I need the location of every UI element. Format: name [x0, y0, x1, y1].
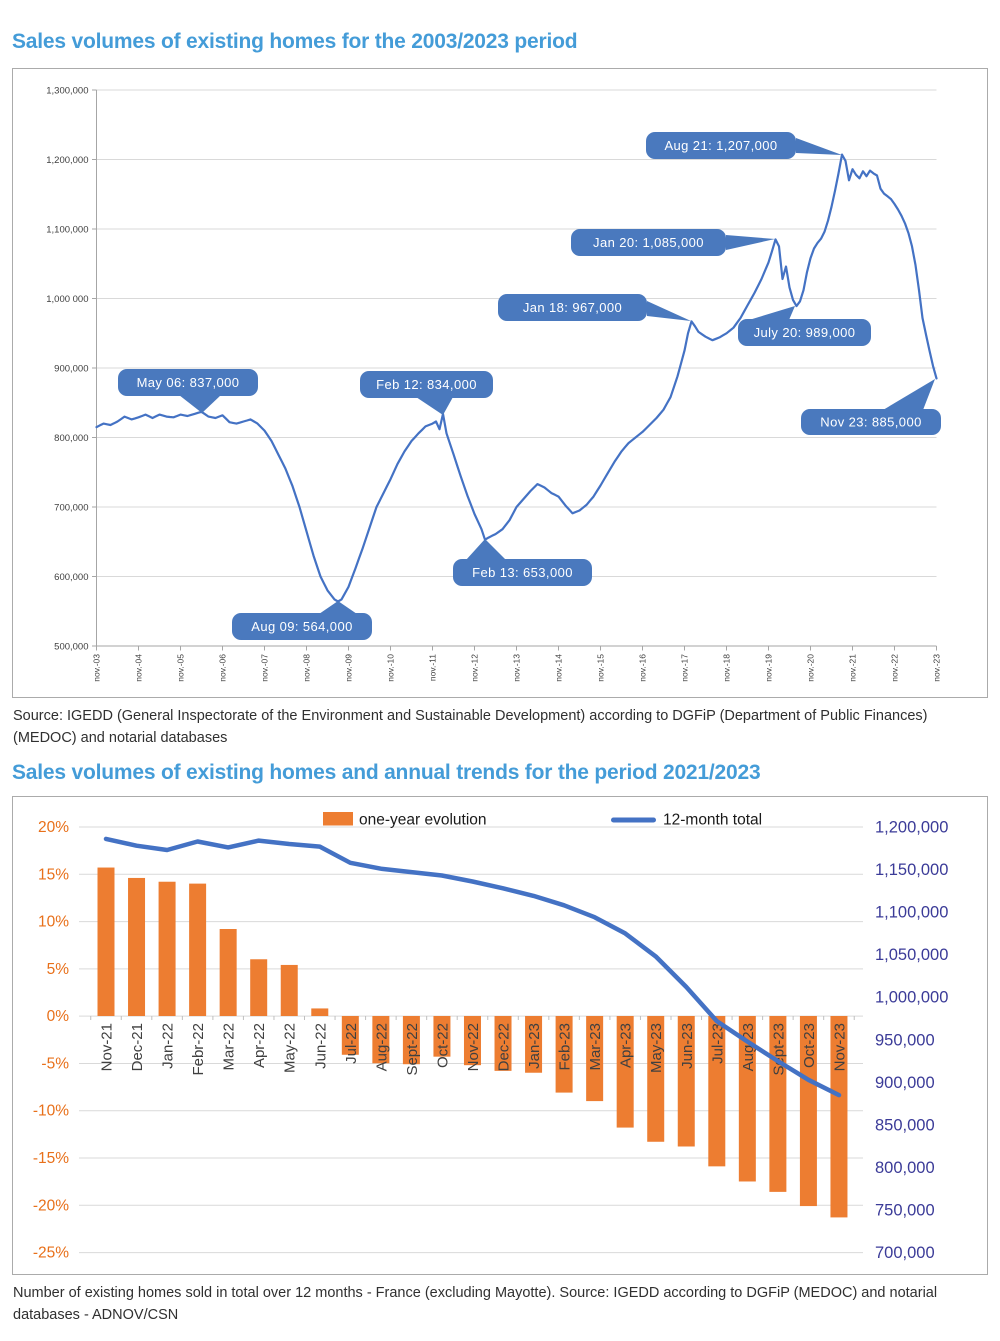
right-axis-label: 1,200,000 — [875, 818, 949, 837]
chart1-title: Sales volumes of existing homes for the 2003/2023 period — [12, 30, 578, 53]
x-axis-label: nov.-15 — [595, 654, 606, 682]
y-axis-label: 1,100,000 — [46, 224, 89, 236]
left-axis-label: -15% — [32, 1150, 69, 1168]
x-axis-label: nov.-10 — [385, 654, 396, 682]
category-label: Oct-23 — [800, 1023, 818, 1069]
category-label: Nov-23 — [831, 1023, 849, 1072]
x-axis-label: nov.-06 — [217, 654, 228, 682]
callout-tail — [319, 601, 357, 614]
right-axis-label: 900,000 — [875, 1073, 935, 1092]
one-year-evolution-bar — [281, 965, 298, 1016]
category-label: Dec-21 — [129, 1023, 147, 1072]
x-axis-label: nov.-05 — [175, 654, 186, 682]
y-axis-label: 900,000 — [54, 363, 89, 375]
x-axis-label: nov.-13 — [511, 654, 522, 682]
left-axis-label: 20% — [37, 819, 69, 836]
category-label: Aug-23 — [739, 1023, 757, 1072]
category-label: Dec-22 — [495, 1023, 513, 1072]
x-axis-label: nov.-04 — [133, 654, 144, 682]
callout-tail — [883, 379, 935, 410]
callout-tail — [726, 235, 775, 250]
annual-trends-combo-chart — [12, 796, 988, 1275]
left-axis-label: 5% — [46, 960, 69, 978]
category-label: Jul-22 — [342, 1023, 360, 1064]
y-axis-label: 800,000 — [54, 433, 89, 444]
category-label: Febr-22 — [190, 1023, 208, 1076]
callout-label: Jan 18: 967,000 — [522, 300, 623, 315]
category-label: Apr-23 — [617, 1023, 635, 1069]
x-axis-label: nov.-19 — [763, 654, 774, 682]
category-label: Jun-22 — [312, 1023, 330, 1069]
right-axis-label: 850,000 — [875, 1116, 935, 1135]
chart2-title: Sales volumes of existing homes and annual trends for the period 2021/2023 — [12, 761, 761, 784]
right-axis-label: 1,050,000 — [875, 946, 949, 965]
category-label: Sept-23 — [770, 1023, 788, 1076]
callout-label: Feb 13: 653,000 — [472, 565, 573, 580]
chart2-canvas — [13, 797, 987, 1274]
category-label: Mar-22 — [220, 1023, 238, 1071]
right-axis-label: 1,100,000 — [875, 903, 949, 922]
right-axis-label: 700,000 — [875, 1244, 935, 1263]
right-axis-label: 950,000 — [875, 1031, 935, 1050]
callout-label: Nov 23: 885,000 — [820, 414, 922, 430]
category-label: Mar-23 — [587, 1023, 605, 1071]
right-axis-label: 1,000,000 — [875, 988, 949, 1007]
left-axis-label: 10% — [37, 913, 69, 931]
x-axis-label: nov.-09 — [343, 654, 354, 682]
one-year-evolution-bar — [159, 882, 176, 1016]
one-year-evolution-bar — [98, 868, 115, 1016]
callout-tail — [466, 539, 506, 560]
x-axis-label: nov.-11 — [427, 654, 438, 682]
category-label: Feb-23 — [556, 1023, 574, 1071]
left-axis-label: 15% — [37, 866, 69, 884]
x-axis-label: nov.-18 — [721, 654, 732, 682]
callout-tail — [749, 306, 795, 320]
legend-line-swatch — [611, 818, 656, 823]
x-axis-label: nov.-23 — [931, 654, 942, 682]
y-axis-label: 600,000 — [54, 572, 89, 583]
sales-volume-line-chart — [12, 68, 988, 698]
category-label: Oct-22 — [434, 1023, 452, 1069]
category-label: May-22 — [281, 1023, 299, 1074]
x-axis-label: nov.-22 — [889, 654, 900, 682]
category-label: Jan-22 — [159, 1023, 177, 1069]
chart2-source-note: Number of existing homes sold in total over 12 months - France (excluding Mayotte). Source: IGEDD according to DGFiP (MEDOC) and notarial databases - ADNOV/CSN — [13, 1285, 938, 1323]
y-axis-label: 1,000 000 — [46, 294, 89, 305]
one-year-evolution-bar — [189, 884, 206, 1016]
one-year-evolution-bar — [220, 929, 237, 1016]
one-year-evolution-bar — [311, 1008, 328, 1016]
category-label: Nov-21 — [98, 1023, 116, 1072]
legend-bar-label: one-year evolution — [359, 811, 487, 829]
category-label: Apr-22 — [251, 1023, 269, 1069]
left-axis-label: 0% — [46, 1008, 69, 1026]
callout-tail — [416, 397, 453, 415]
right-axis-label: 750,000 — [875, 1201, 935, 1220]
right-axis-label: 1,150,000 — [875, 861, 949, 880]
left-axis-label: -10% — [32, 1102, 69, 1120]
x-axis-label: nov.-12 — [469, 654, 480, 682]
y-axis-label: 1,200,000 — [46, 155, 89, 166]
category-label: Aug-22 — [373, 1023, 391, 1072]
x-axis-label: nov.-08 — [301, 654, 312, 682]
one-year-evolution-bar — [250, 959, 267, 1016]
category-label: Sept-22 — [403, 1023, 421, 1076]
x-axis-label: nov.-14 — [553, 654, 564, 682]
callout-label: Jan 20: 1,085,000 — [593, 235, 704, 250]
x-axis-label: nov.-17 — [679, 654, 690, 682]
legend-bar-swatch — [323, 812, 353, 826]
callout-tail — [179, 395, 221, 413]
right-axis-label: 800,000 — [875, 1158, 935, 1177]
chart1-canvas — [13, 69, 987, 697]
x-axis-label: nov.-03 — [91, 654, 102, 682]
chart1-source-note: Source: IGEDD (General Inspectorate of the Environment and Sustainable Development) according to DGFiP (Department of Public Finances) (MEDOC) and notarial databases — [13, 708, 928, 746]
y-axis-label: 700,000 — [54, 502, 89, 514]
x-axis-label: nov.-07 — [259, 654, 270, 682]
category-label: Jul-23 — [709, 1023, 727, 1064]
left-axis-label: -25% — [32, 1244, 69, 1262]
x-axis-label: nov.-16 — [637, 654, 648, 682]
callout-label: Aug 21: 1,207,000 — [664, 138, 778, 153]
category-label: May-23 — [648, 1023, 666, 1074]
category-label: Jan-23 — [526, 1023, 544, 1069]
category-label: Jun-23 — [678, 1023, 696, 1069]
x-axis-label: nov.-21 — [847, 654, 858, 682]
callout-label: July 20: 989,000 — [753, 325, 856, 340]
callout-tail — [796, 138, 842, 155]
left-axis-label: -20% — [32, 1197, 69, 1215]
one-year-evolution-bar — [128, 878, 145, 1016]
callout-label: May 06: 837,000 — [136, 375, 240, 390]
callout-label: Aug 09: 564,000 — [251, 619, 353, 634]
callout-label: Feb 12: 834,000 — [376, 377, 477, 392]
callout-tail — [647, 301, 691, 321]
x-axis-label: nov.-20 — [805, 654, 816, 682]
category-label: Nov-22 — [464, 1023, 482, 1072]
y-axis-label: 1,300,000 — [46, 85, 89, 97]
legend-line-label: 12-month total — [663, 811, 763, 829]
left-axis-label: -5% — [41, 1055, 69, 1073]
y-axis-label: 500,000 — [54, 641, 89, 653]
